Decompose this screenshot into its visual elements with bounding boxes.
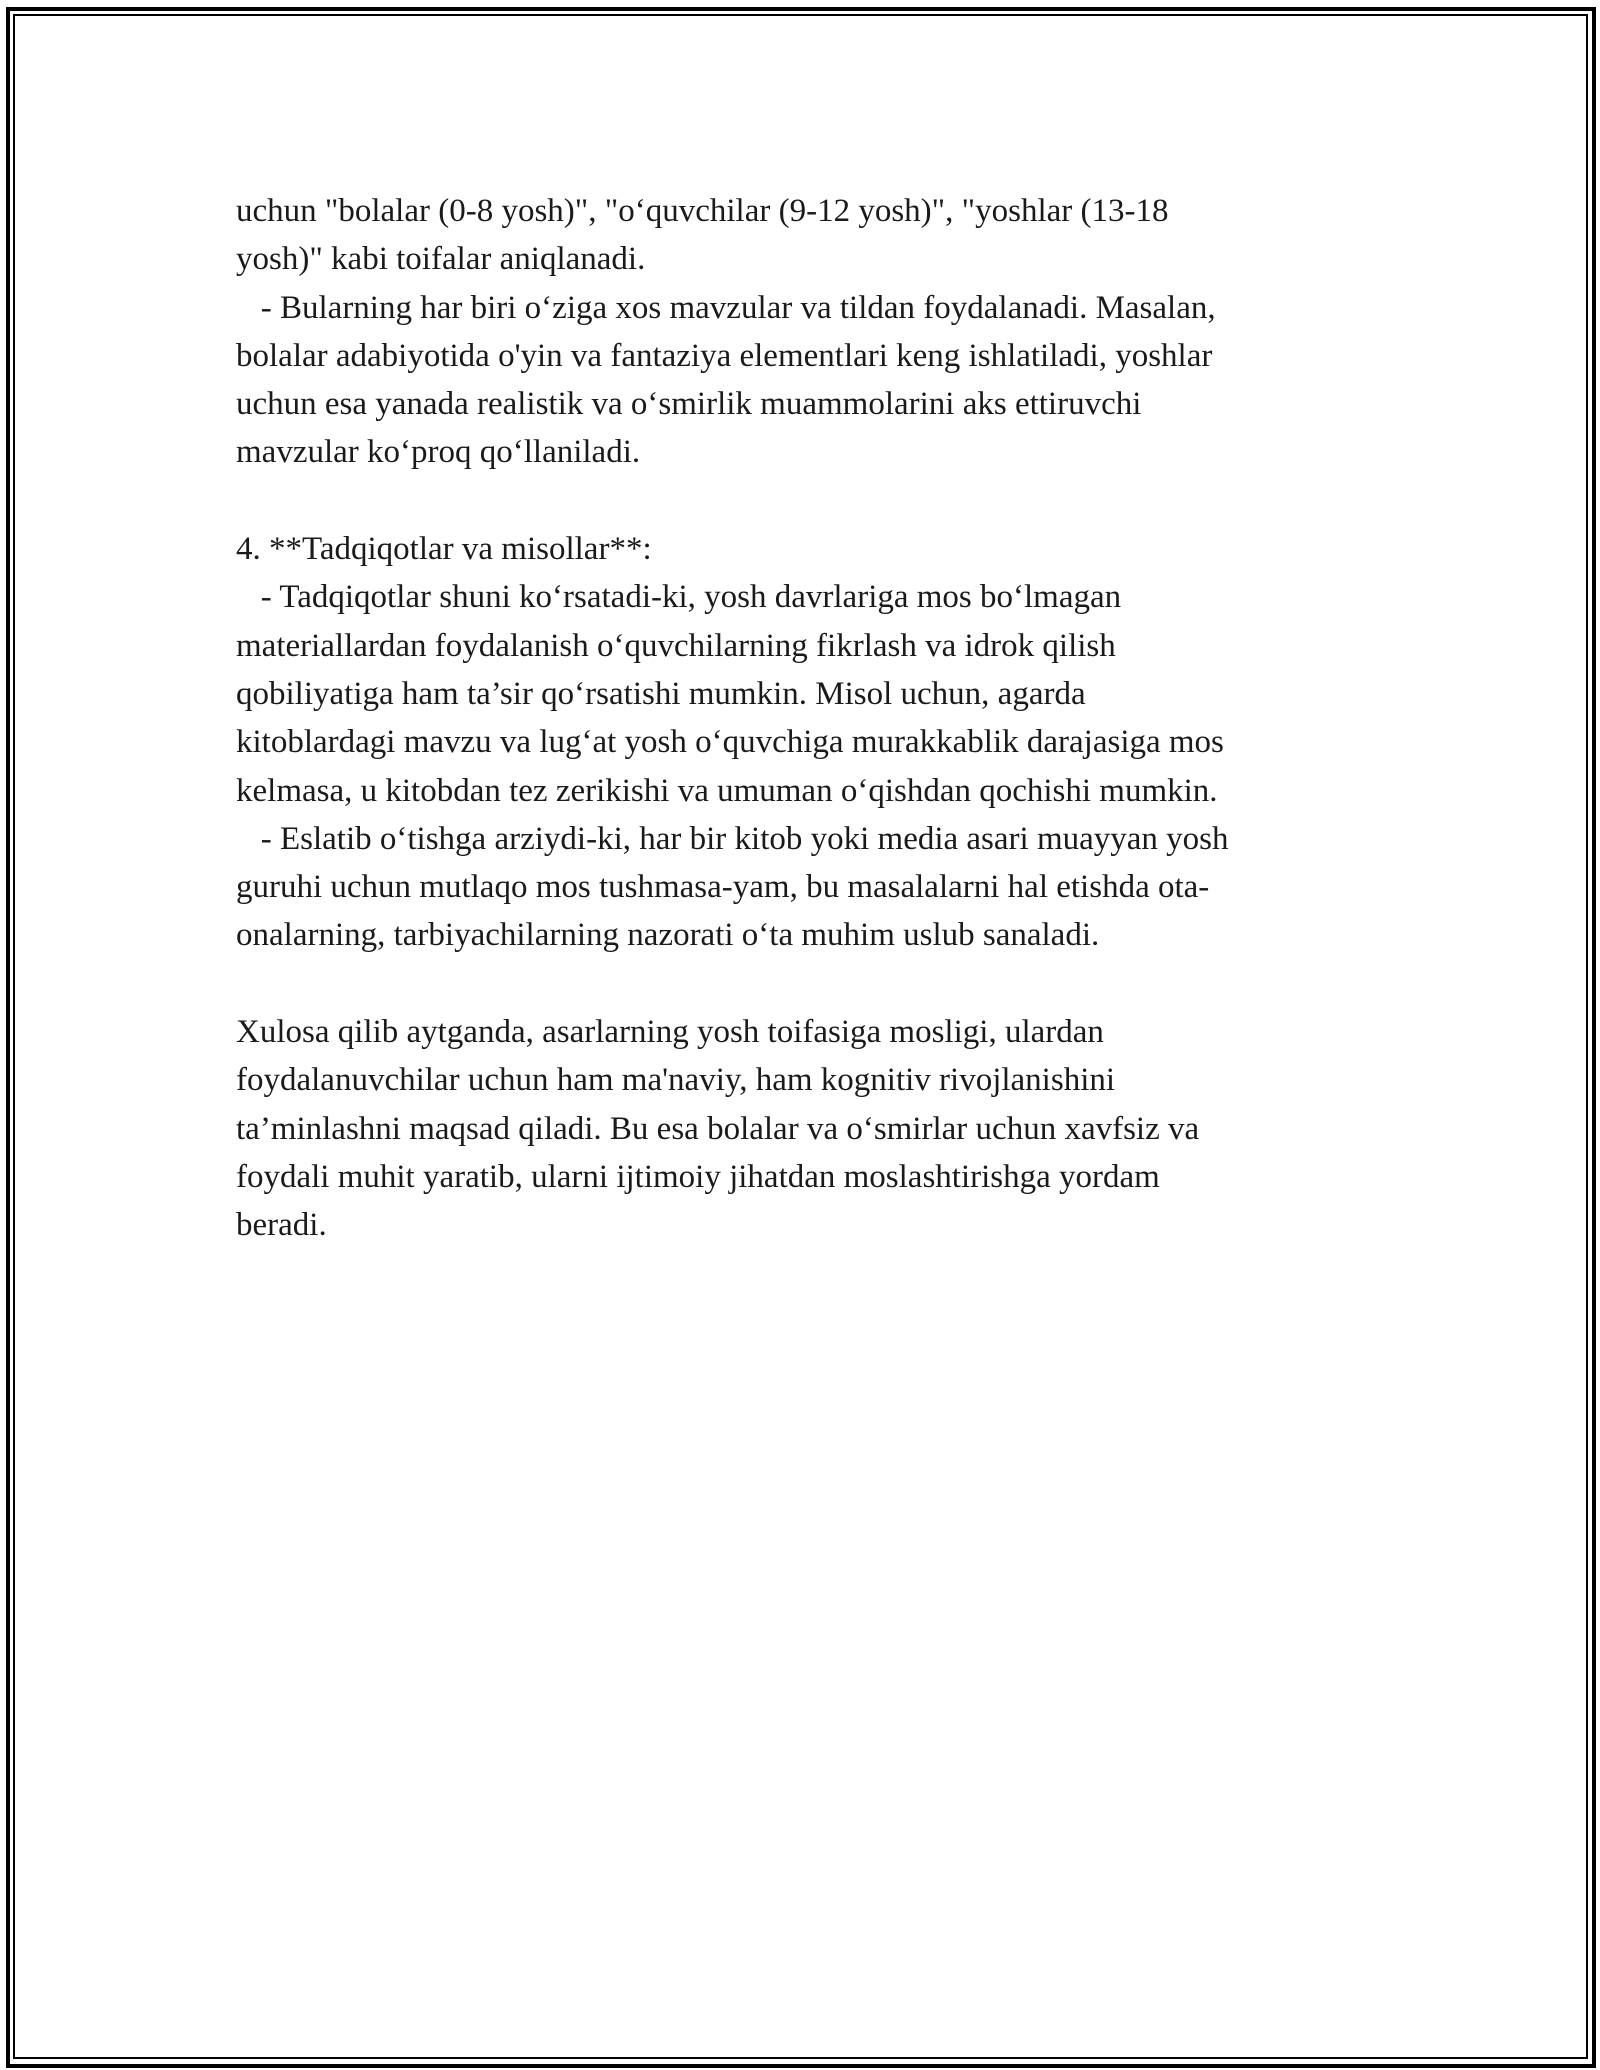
text-line: guruhi uchun mutlaqo mos tushmasa-yam, bu masalalarni hal etishda ota- [236, 869, 1210, 906]
text-line: onalarning, tarbiyachilarning nazorati o‘ta muhim uslub sanaladi. [236, 917, 1100, 954]
text-line: qobiliyatiga ham ta’sir qo‘rsatishi mumkin. Misol uchun, agarda [236, 675, 1086, 712]
text-line: kitoblardagi mavzu va lug‘at yosh o‘quvchiga murakkablik darajasiga mos [236, 724, 1224, 761]
conclusion-line: Xulosa qilib aytganda, asarlarning yosh toifasiga mosligi, ulardan [236, 1014, 1104, 1051]
text-line: uchun esa yanada realistik va o‘smirlik muammolarini aks ettiruvchi [236, 386, 1142, 423]
conclusion-line: ta’minlashni maqsad qiladi. Bu esa bolalar va o‘smirlar uchun xavfsiz va [236, 1110, 1200, 1147]
conclusion-line: foydali muhit yaratib, ularni ijtimoiy jihatdan moslashtirishga yordam [236, 1158, 1160, 1195]
paragraph-gap [236, 960, 1366, 1008]
paragraph-gap [236, 477, 1366, 525]
text-line: - Tadqiqotlar shuni ko‘rsatadi-ki, yosh davrlariga mos bo‘lmagan [236, 579, 1122, 616]
conclusion-line: foydalanuvchilar uchun ham ma'naviy, ham kognitiv rivojlanishini [236, 1062, 1116, 1099]
text-line: uchun "bolalar (0-8 yosh)", "o‘quvchilar (9-12 yosh)", "yoshlar (13-18 [236, 193, 1169, 229]
text-line: mavzular ko‘proq qo‘llaniladi. [236, 434, 641, 471]
document-body [236, 187, 1366, 1250]
text-line: yosh)" kabi toifalar aniqlanadi. [236, 241, 646, 278]
text-line: - Bularning har biri o‘ziga xos mavzular va tildan foydalanadi. Masalan, [236, 289, 1216, 326]
section-heading: 4. **Tadqiqotlar va misollar**: [236, 531, 652, 568]
text-line: bolalar adabiyotida o'yin va fantaziya elementlari keng ishlatiladi, yoshlar [236, 337, 1213, 374]
text-line: materiallardan foydalanish o‘quvchilarning fikrlash va idrok qilish [236, 627, 1116, 664]
text-line: - Eslatib o‘tishga arziydi-ki, har bir kitob yoki media asari muayyan yosh [236, 820, 1229, 857]
conclusion-line: beradi. [236, 1207, 327, 1244]
text-line: kelmasa, u kitobdan tez zerikishi va umuman o‘qishdan qochishi mumkin. [236, 772, 1218, 809]
